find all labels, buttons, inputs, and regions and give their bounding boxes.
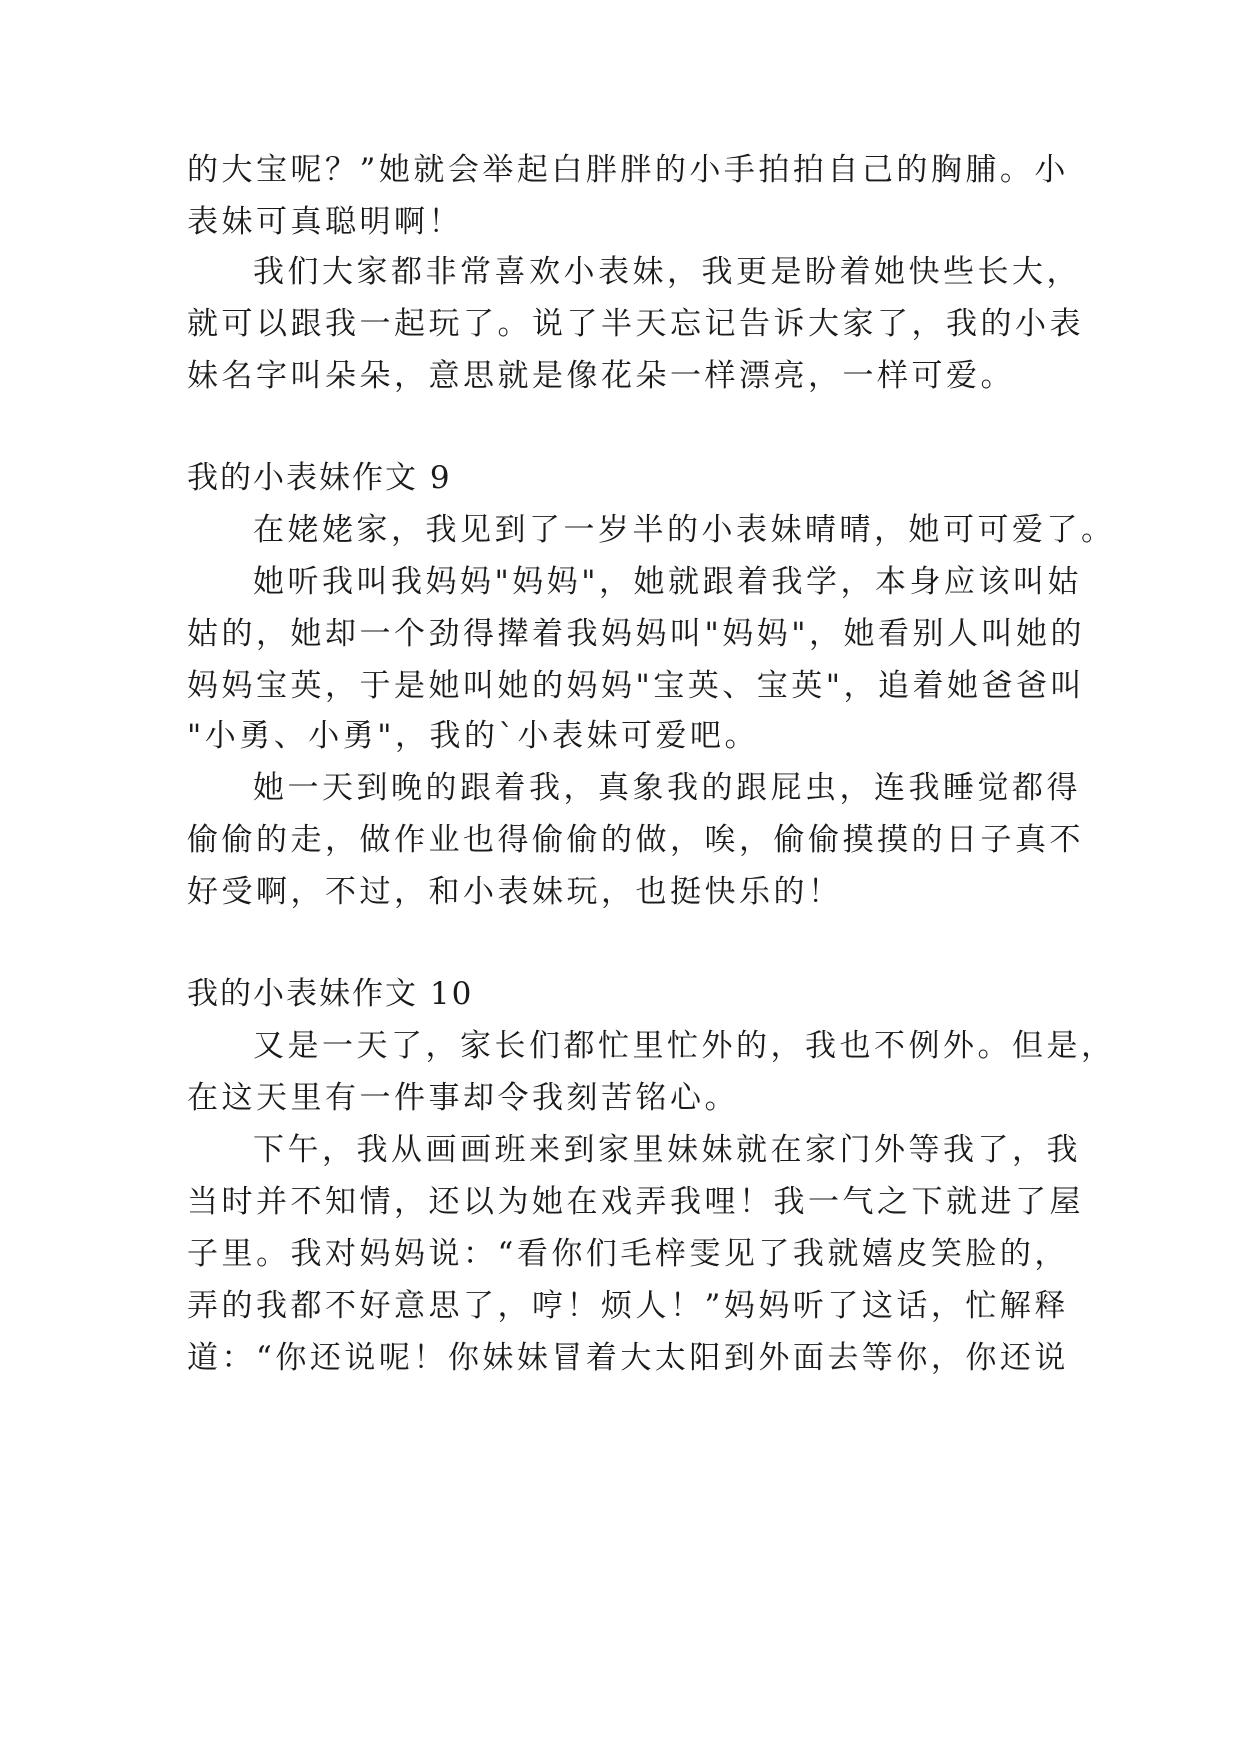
paragraph-line: 弄的我都不好意思了，哼！烦人！”妈妈听了这话，忙解释 [187, 1288, 1069, 1324]
paragraph-line: 偷偷的走，做作业也得偷偷的做，唉，偷偷摸摸的日子真不 [187, 822, 1084, 858]
paragraph-line: 她一天到晚的跟着我，真象我的跟屁虫，连我睡觉都得 [253, 770, 1081, 806]
paragraph-line: 道：“你还说呢！你妹妹冒着大太阳到外面去等你，你还说 [187, 1340, 1069, 1376]
section-heading: 我的小表妹作文 9 [187, 460, 452, 496]
paragraph-line: 当时并不知情，还以为她在戏弄我哩！我一气之下就进了屋 [187, 1184, 1084, 1220]
paragraph-line: 好受啊，不过，和小表妹玩，也挺快乐的！ [187, 874, 843, 910]
paragraph-line: 姑的，她却一个劲得撵着我妈妈叫"妈妈"，她看别人叫她的 [187, 616, 1086, 652]
paragraph-line: 我们大家都非常喜欢小表妹，我更是盼着她快些长大， [253, 254, 1081, 290]
paragraph-line: 的大宝呢？”她就会举起白胖胖的小手拍拍自己的胸脯。小 [187, 152, 1069, 188]
paragraph-line: 在姥姥家，我见到了一岁半的小表妹晴晴，她可可爱了。 [253, 512, 1116, 548]
paragraph-line: 她听我叫我妈妈"妈妈"，她就跟着我学，本身应该叫姑 [253, 564, 1083, 600]
section-heading: 我的小表妹作文 10 [187, 976, 474, 1012]
paragraph-line: 表妹可真聪明啊！ [187, 204, 463, 240]
paragraph-line: 在这天里有一件事却令我刻苦铭心。 [187, 1080, 739, 1116]
paragraph-line: 又是一天了，家长们都忙里忙外的，我也不例外。但是， [253, 1028, 1116, 1064]
paragraph-line: "小勇、小勇"，我的`小表妹可爱吧。 [187, 718, 760, 754]
paragraph-line: 妈妈宝英，于是她叫她的妈妈"宝英、宝英"，追着她爸爸叫 [187, 668, 1086, 704]
paragraph-line: 下午，我从画画班来到家里妹妹就在家门外等我了，我 [253, 1132, 1081, 1168]
paragraph-line: 妹名字叫朵朵，意思就是像花朵一样漂亮，一样可爱。 [187, 358, 1015, 394]
paragraph-line: 就可以跟我一起玩了。说了半天忘记告诉大家了，我的小表 [187, 306, 1084, 342]
paragraph-line: 子里。我对妈妈说：“看你们毛梓雯见了我就嬉皮笑脸的， [187, 1236, 1069, 1272]
